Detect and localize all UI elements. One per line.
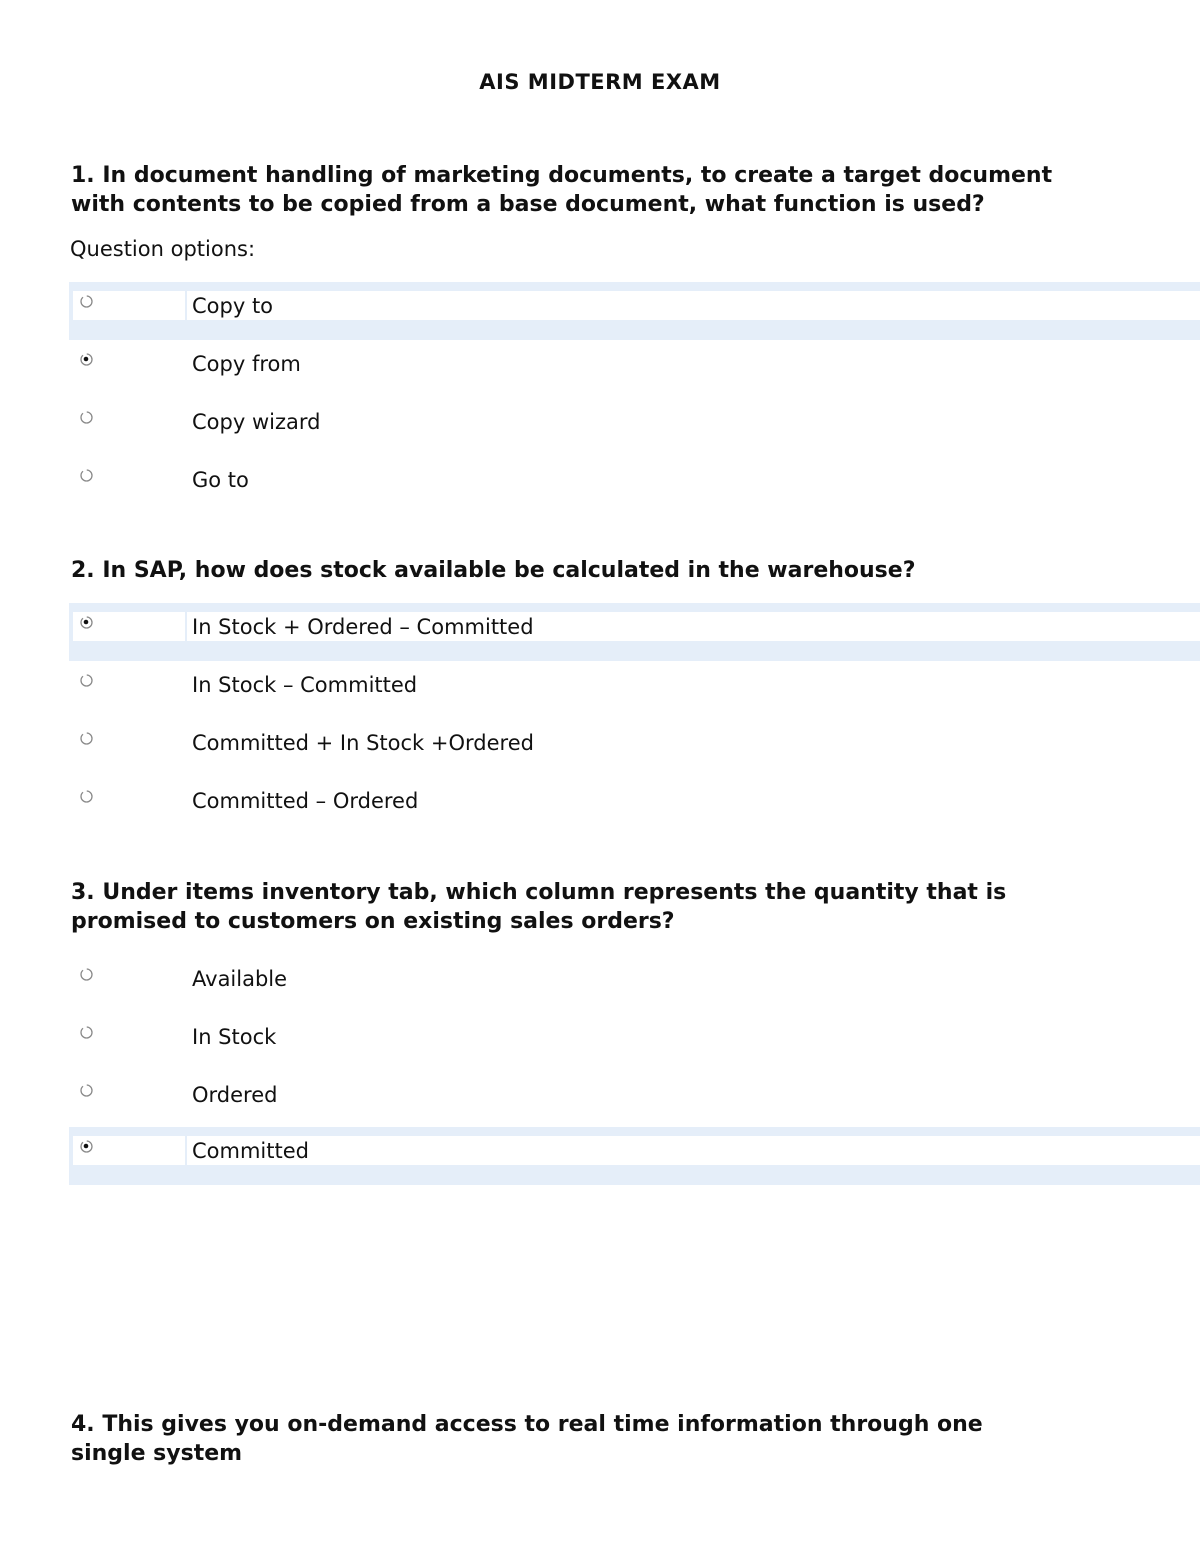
option-label: Available [192,967,288,991]
q2-option-2-radio-cell[interactable] [73,670,185,699]
q2-option-4-label-cell [187,786,1200,815]
q2-option-4[interactable] [69,777,1200,835]
radio-checked-icon[interactable] [80,616,93,629]
question-2-line-1: 2. In SAP, how does stock available be calculated in the warehouse? [71,558,916,583]
q3-option-4-radio-cell[interactable] [73,1136,185,1165]
q3-option-4-label-cell [187,1136,1200,1165]
q2-option-1-label-cell [187,612,1200,641]
radio-unchecked-icon[interactable] [80,732,93,745]
q2-option-3-radio-cell[interactable] [73,728,185,757]
radio-unchecked-icon[interactable] [80,674,93,687]
q1-option-2-label-cell [187,349,1200,378]
q1-option-4-label-cell [187,465,1200,494]
option-label: In Stock + Ordered – Committed [192,615,534,639]
q1-option-1[interactable] [69,282,1200,340]
question-3-line-2: promised to customers on existing sales orders? [71,909,675,934]
q2-option-2-label-cell [187,670,1200,699]
exam-title: AIS MIDTERM EXAM [479,70,721,94]
q3-option-2-label-cell [187,1022,1200,1051]
question-1-line-2: with contents to be copied from a base document, what function is used? [71,192,985,217]
q2-option-2[interactable] [69,661,1200,719]
q1-option-2-radio-cell[interactable] [73,349,185,378]
q3-option-1-radio-cell[interactable] [73,964,185,993]
q1-option-3-radio-cell[interactable] [73,407,185,436]
q1-option-4[interactable] [69,456,1200,514]
question-2-text [71,556,1151,585]
q3-option-4[interactable] [69,1127,1200,1185]
radio-unchecked-icon[interactable] [80,790,93,803]
question-4-text [71,1410,1151,1468]
option-label: In Stock [192,1025,277,1049]
option-label: Copy wizard [192,410,321,434]
q1-option-3-label-cell [187,407,1200,436]
radio-unchecked-icon[interactable] [80,1026,93,1039]
radio-checked-icon[interactable] [80,1140,93,1153]
q3-option-3-label-cell [187,1080,1200,1109]
option-label: Copy to [192,294,274,318]
option-label: Ordered [192,1083,278,1107]
q1-option-2[interactable] [69,340,1200,398]
question-3-text [71,878,1151,936]
radio-unchecked-icon[interactable] [80,411,93,424]
q2-option-4-radio-cell[interactable] [73,786,185,815]
option-label: Committed [192,1139,309,1163]
option-label: Go to [192,468,249,492]
q3-option-3-radio-cell[interactable] [73,1080,185,1109]
q3-option-1-label-cell [187,964,1200,993]
q3-option-3[interactable] [69,1071,1200,1129]
option-label: Committed – Ordered [192,789,419,813]
question-1-line-1: 1. In document handling of marketing documents, to create a target document [71,163,1053,188]
radio-unchecked-icon[interactable] [80,295,93,308]
option-label: Copy from [192,352,301,376]
q1-option-1-label-cell [187,291,1200,320]
q2-option-3[interactable] [69,719,1200,777]
option-label: Committed + In Stock +Ordered [192,731,534,755]
question-4-line-2: single system [71,1441,243,1466]
question-1-text [71,161,1151,219]
radio-checked-icon[interactable] [80,353,93,366]
radio-unchecked-icon[interactable] [80,1084,93,1097]
option-label: In Stock – Committed [192,673,418,697]
question-options-subtitle: Question options: [70,237,256,261]
radio-unchecked-icon[interactable] [80,968,93,981]
question-3-line-1: 3. Under items inventory tab, which column represents the quantity that is [71,880,1007,905]
q3-option-2[interactable] [69,1013,1200,1071]
q3-option-1[interactable] [69,955,1200,1013]
radio-unchecked-icon[interactable] [80,469,93,482]
q1-option-4-radio-cell[interactable] [73,465,185,494]
q1-option-3[interactable] [69,398,1200,456]
q3-option-2-radio-cell[interactable] [73,1022,185,1051]
question-4-line-1: 4. This gives you on-demand access to real time information through one [71,1412,983,1437]
q2-option-3-label-cell [187,728,1200,757]
q1-option-1-radio-cell[interactable] [73,291,185,320]
q2-option-1-radio-cell[interactable] [73,612,185,641]
q2-option-1[interactable] [69,603,1200,661]
